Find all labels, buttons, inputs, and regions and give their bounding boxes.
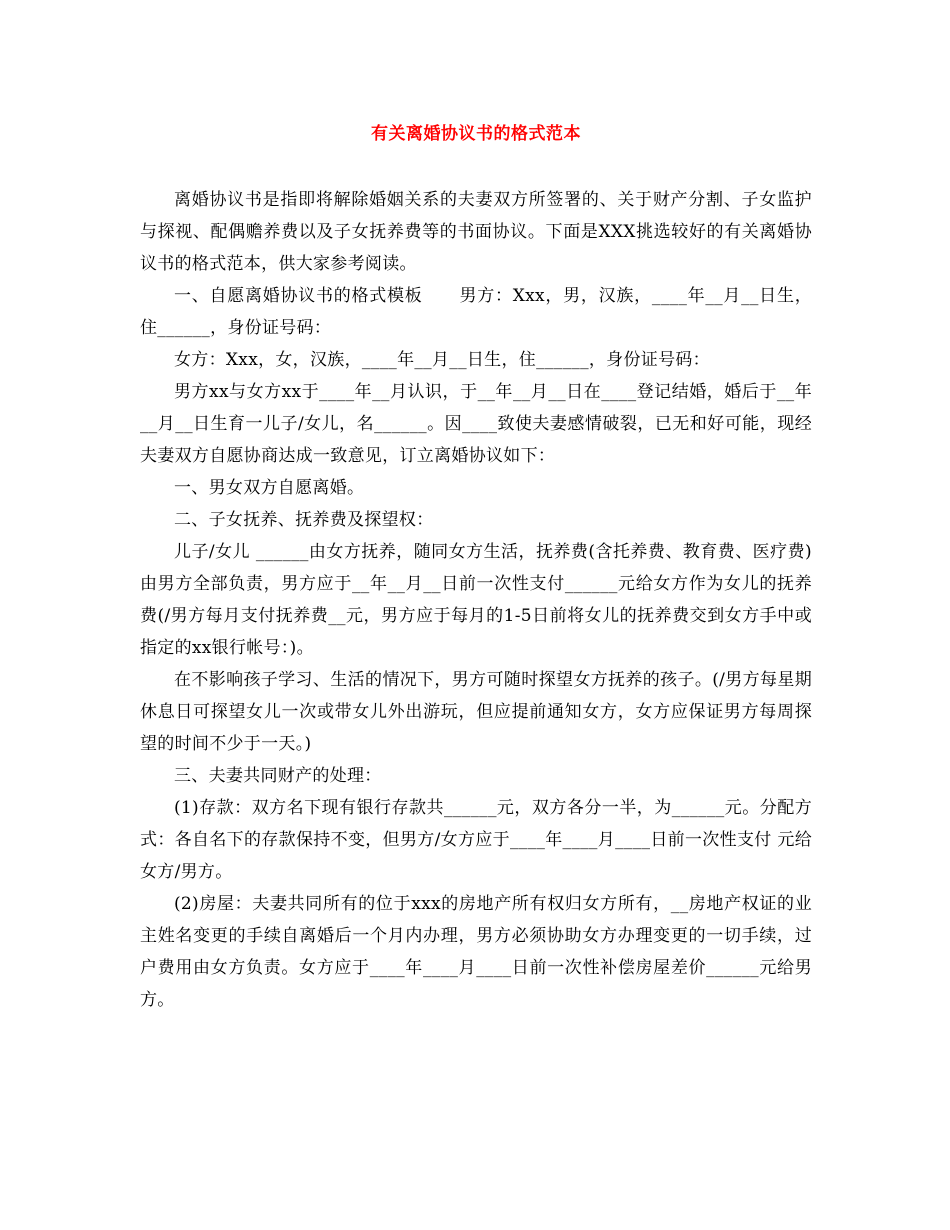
paragraph-marriage-info: 男方xx与女方xx于____年__月认识，于__年__月__日在____登记结婚，婚后于__年__月__日生育一儿子/女儿，名______。因____致使夫妻感情破裂，已无和好可能，现经夫妻双方自愿协商达成一致意见，订立离婚协议如下：	[140, 382, 812, 466]
paragraph-clause-2-heading: 二、子女抚养、抚养费及探望权：	[174, 510, 434, 530]
paragraph-clause-1: 一、男女双方自愿离婚。	[174, 478, 365, 498]
paragraph-female: 女方：Xxx，女，汉族，____年__月__日生，住______，身份证号码：	[174, 350, 710, 370]
paragraph-intro: 离婚协议书是指即将解除婚姻关系的夫妻双方所签署的、关于财产分割、子女监护与探视、配偶赡养费以及子女抚养费等的书面协议。下面是XXX挑选较好的有关离婚协议书的格式范本，供大家参考阅读。	[140, 190, 812, 274]
document-body	[140, 184, 812, 1016]
paragraph-deposits: (1)存款：双方名下现有银行存款共______元，双方各分一半，为______元。分配方式：各自名下的存款保持不变，但男方/女方应于____年____月____日前一次性支付 元给女方/男方。	[140, 798, 812, 882]
document-title: 有关离婚协议书的格式范本	[371, 124, 581, 144]
paragraph-visitation: 在不影响孩子学习、生活的情况下，男方可随时探望女方抚养的孩子。(/男方每星期休息日可探望女儿一次或带女儿外出游玩，但应提前通知女方，女方应保证男方每周探望的时间不少于一天。)	[140, 670, 812, 754]
paragraph-child-support: 儿子/女儿 ______由女方抚养，随同女方生活，抚养费(含托养费、教育费、医疗费)由男方全部负责，男方应于__年__月__日前一次性支付______元给女方作为女儿的抚养费(/男方每月支付抚养费__元，男方应于每月的1-5日前将女儿的抚养费交到女方手中或指定的xx银行帐号：)。	[140, 542, 812, 658]
paragraph-template-male: 一、自愿离婚协议书的格式模板 男方：Xxx，男，汉族，____年__月__日生，住______，身份证号码：	[140, 286, 812, 338]
paragraph-clause-3-heading: 三、夫妻共同财产的处理：	[174, 766, 382, 786]
paragraph-housing: (2)房屋：夫妻共同所有的位于xxx的房地产所有权归女方所有，__房地产权证的业主姓名变更的手续自离婚后一个月内办理，男方必须协助女方办理变更的一切手续，过户费用由女方负责。女方应于____年____月____日前一次性补偿房屋差价______元给男方。	[140, 894, 812, 1010]
